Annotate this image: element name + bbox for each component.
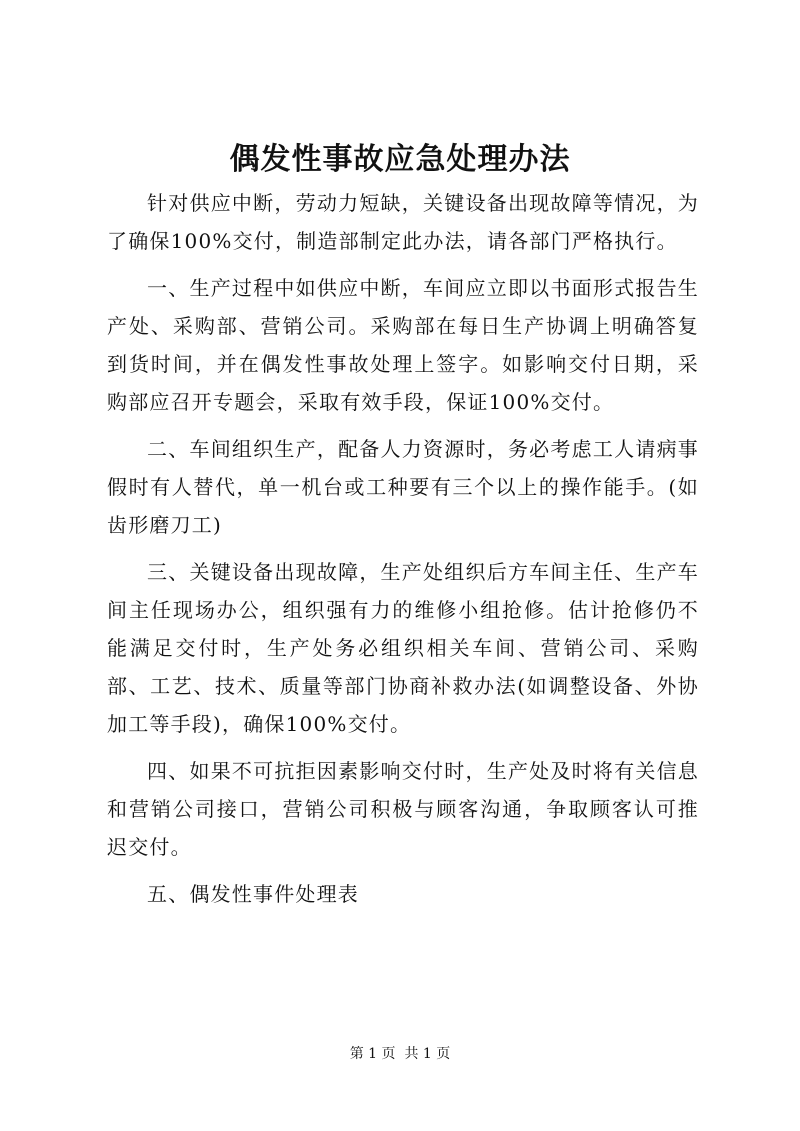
section-one-paragraph: 一、生产过程中如供应中断，车间应立即以书面形式报告生产处、采购部、营销公司。采购部在每日生产协调上明确答复到货时间，并在偶发性事故处理上签字。如影响交付日期，采购部应召开专题会，采取有效手段，保证100%交付。: [107, 276, 699, 414]
document-body: [107, 184, 699, 922]
page-footer: [0, 1044, 800, 1064]
section-three-paragraph: 三、关键设备出现故障，生产处组织后方车间主任、生产车间主任现场办公，组织强有力的维修小组抢修。估计抢修仍不能满足交付时，生产处务必组织相关车间、营销公司、采购部、工艺、技术、质量等部门协商补救办法(如调整设备、外协加工等手段)，确保100%交付。: [107, 560, 699, 736]
document-title: 偶发性事故应急处理办法: [229, 142, 571, 177]
section-five-paragraph: 五、偶发性事件处理表: [147, 882, 359, 906]
page-number: 第 1 页 共 1 页: [349, 1046, 451, 1062]
intro-paragraph: 针对供应中断，劳动力短缺，关键设备出现故障等情况，为了确保100%交付，制造部制定此办法，请各部门严格执行。: [107, 191, 699, 253]
section-four-paragraph: 四、如果不可抗拒因素影响交付时，生产处及时将有关信息和营销公司接口，营销公司积极与顾客沟通，争取顾客认可推迟交付。: [107, 759, 699, 859]
section-two-paragraph: 二、车间组织生产，配备人力资源时，务必考虑工人请病事假时有人替代，单一机台或工种要有三个以上的操作能手。(如齿形磨刀工): [107, 437, 699, 537]
